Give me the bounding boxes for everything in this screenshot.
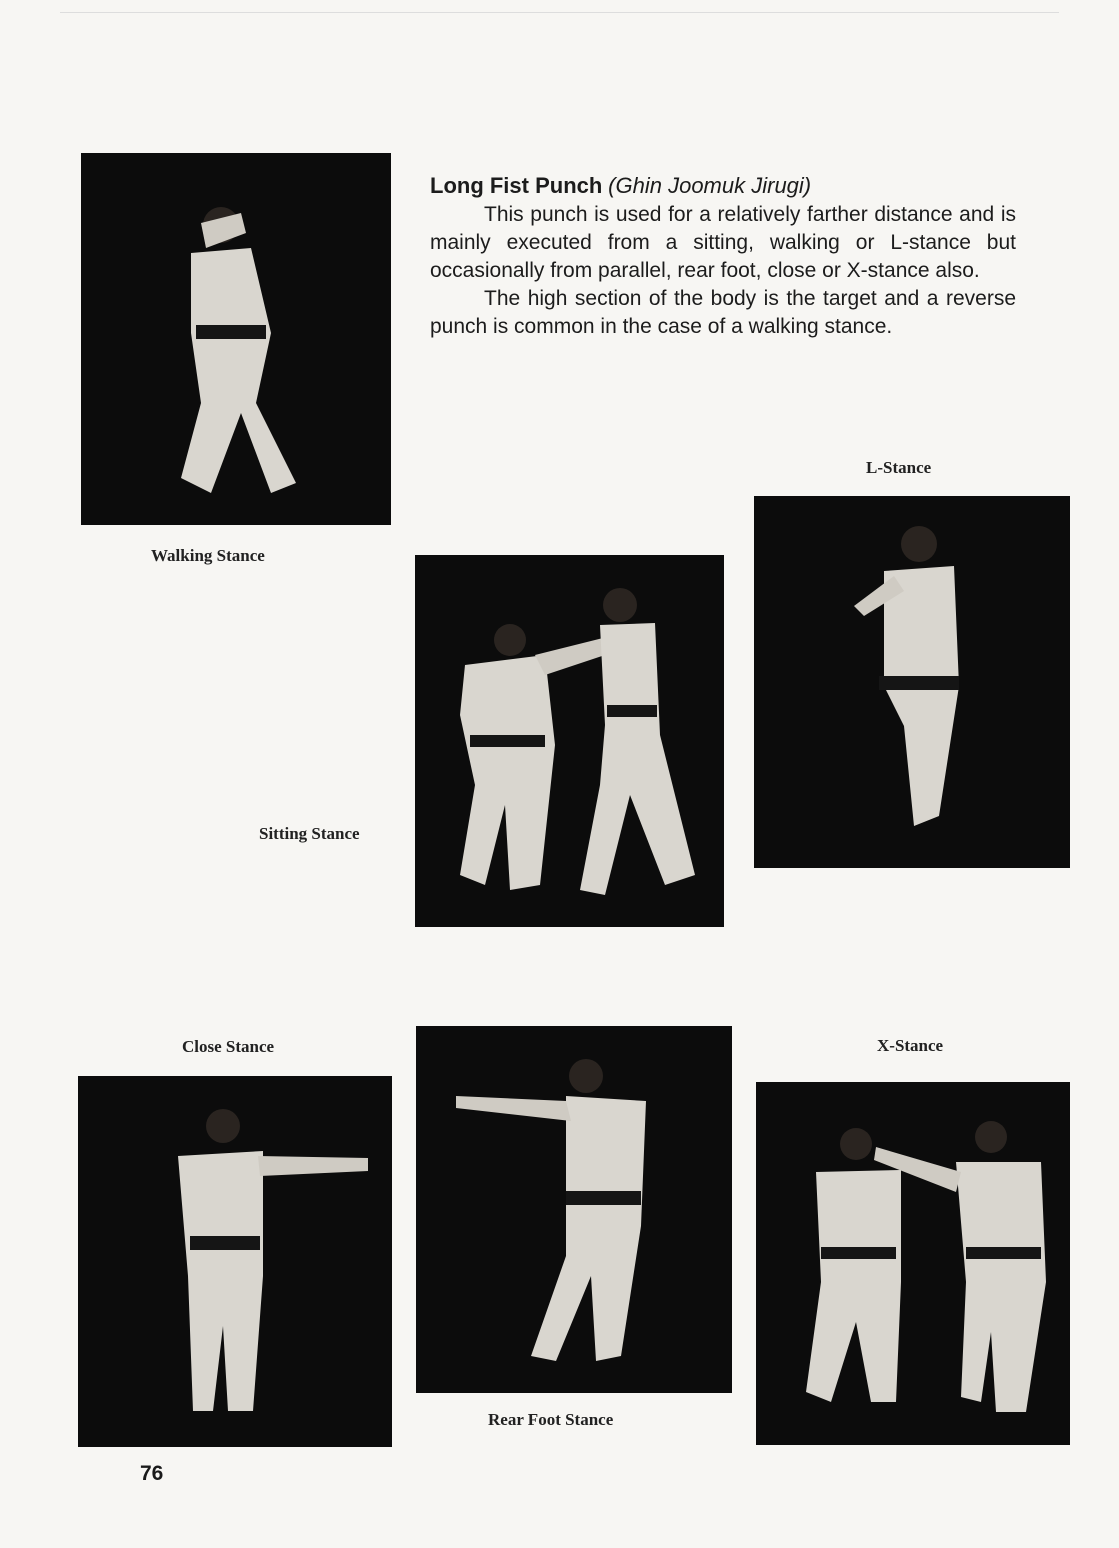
scan-edge-line <box>60 12 1059 13</box>
photo-close-stance <box>78 1076 392 1447</box>
article-text <box>430 172 1016 341</box>
photo-rear-foot-stance <box>416 1026 732 1393</box>
figure-close-stance <box>78 1076 392 1447</box>
article-paragraph-2: The high section of the body is the target and a reverse punch is common in the case of a walking stance. <box>430 287 1016 338</box>
caption-l-stance: L-Stance <box>866 458 932 477</box>
caption-close-stance: Close Stance <box>182 1037 275 1056</box>
photo-sitting-stance <box>415 555 724 927</box>
figure-x-stance <box>756 1082 1070 1445</box>
article-heading <box>430 172 1016 201</box>
photo-walking-stance <box>81 153 391 525</box>
photo-x-stance <box>756 1082 1070 1445</box>
article-subtitle: (Ghin Joomuk Jirugi) <box>608 173 812 198</box>
caption-walking-stance: Walking Stance <box>151 546 265 565</box>
caption-sitting-stance: Sitting Stance <box>259 824 360 843</box>
page-number: 76 <box>140 1462 164 1485</box>
figure-walking-stance <box>81 153 391 525</box>
photo-l-stance <box>754 496 1070 868</box>
article-paragraph-1: This punch is used for a relatively farther distance and is mainly executed from a sitting, walking or L-stance but occasionally from parallel, rear foot, close or X-stance also. <box>430 203 1016 282</box>
article-title: Long Fist Punch <box>430 173 603 198</box>
figure-l-stance <box>754 496 1070 868</box>
caption-x-stance: X-Stance <box>877 1036 944 1055</box>
figure-rear-foot-stance <box>416 1026 732 1393</box>
caption-rear-foot-stance: Rear Foot Stance <box>488 1410 614 1429</box>
figure-sitting-stance <box>415 555 724 927</box>
